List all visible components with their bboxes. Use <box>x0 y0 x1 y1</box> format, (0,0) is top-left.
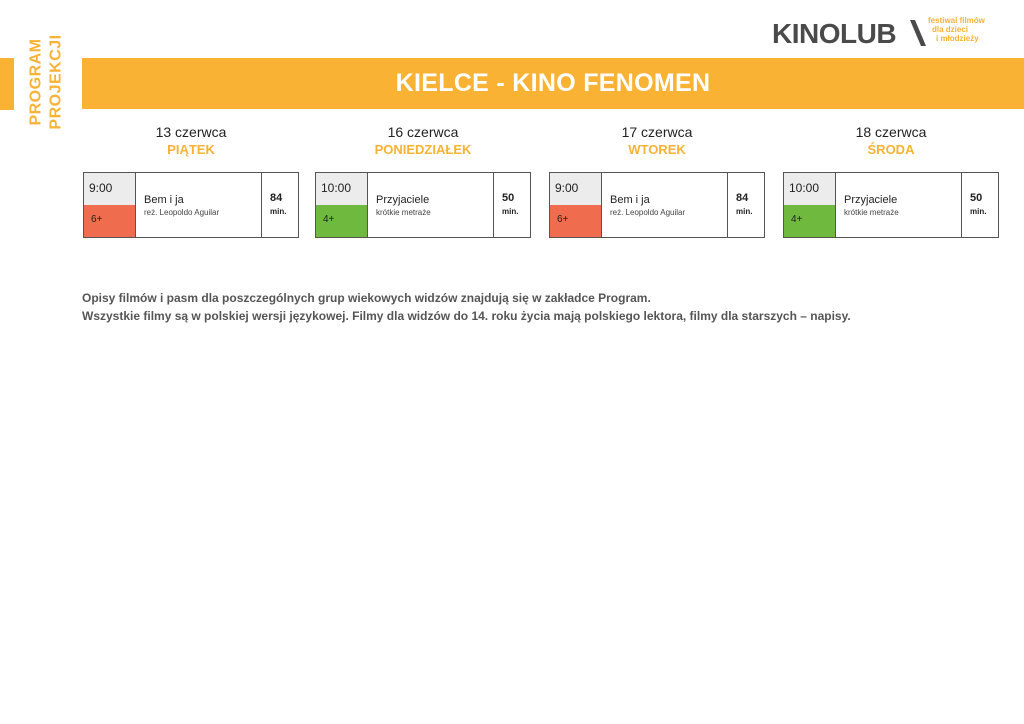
age-rating-badge: 6+ <box>84 205 135 237</box>
film-title: Bem i ja <box>144 194 184 206</box>
day-weekday: ŚRODA <box>867 142 915 157</box>
duration-unit: min. <box>736 207 753 216</box>
film-title: Bem i ja <box>610 194 650 206</box>
logo-tagline-line: i młodzieży <box>936 34 979 43</box>
side-tab-marker <box>0 58 14 110</box>
day-column <box>315 123 531 225</box>
time-column <box>550 173 602 237</box>
logo-brand: KINOLUB <box>772 18 897 49</box>
film-info <box>836 173 962 237</box>
logo-tagline-line: dla dzieci <box>932 25 969 34</box>
screening-time: 10:00 <box>316 173 367 205</box>
film-info <box>368 173 494 237</box>
day-weekday: PIĄTEK <box>167 142 215 157</box>
section-label-line1: PROGRAM <box>28 38 46 126</box>
logo-slash-icon <box>908 16 928 50</box>
time-column <box>784 173 836 237</box>
festival-logo <box>772 14 1002 54</box>
day-date: 13 czerwca <box>155 124 227 140</box>
film-duration <box>962 173 998 237</box>
film-title: Przyjaciele <box>844 194 898 206</box>
screening-card[interactable] <box>83 172 299 238</box>
film-duration <box>728 173 764 237</box>
logo-tagline <box>928 16 985 43</box>
venue-banner <box>82 58 1024 109</box>
notes-line: Opisy filmów i pasm dla poszczególnych grup wiekowych widzów znajdują się w zakładce Program. <box>82 291 651 305</box>
film-duration <box>262 173 298 237</box>
venue-title: KIELCE - KINO FENOMEN <box>395 69 711 97</box>
time-column <box>316 173 368 237</box>
film-subtitle: reż. Leopoldo Aguilar <box>610 208 686 217</box>
screening-time: 9:00 <box>550 173 601 205</box>
time-column <box>84 173 136 237</box>
duration-unit: min. <box>502 207 519 216</box>
section-label <box>18 20 76 144</box>
duration-unit: min. <box>970 207 987 216</box>
day-column <box>83 123 299 225</box>
duration-value: 50 <box>502 192 515 204</box>
film-subtitle: krótkie metraże <box>376 208 431 217</box>
age-rating-badge: 4+ <box>316 205 367 237</box>
day-date: 16 czerwca <box>387 124 459 140</box>
film-title: Przyjaciele <box>376 194 430 206</box>
duration-value: 84 <box>736 192 749 204</box>
screening-card[interactable] <box>549 172 765 238</box>
logo-tagline-line: festiwal filmów <box>928 16 985 25</box>
age-rating-badge: 6+ <box>550 205 601 237</box>
film-subtitle: reż. Leopoldo Aguilar <box>144 208 220 217</box>
duration-value: 84 <box>270 192 283 204</box>
film-duration <box>494 173 530 237</box>
day-column <box>783 123 999 225</box>
screening-card[interactable] <box>783 172 999 238</box>
age-rating-badge: 4+ <box>784 205 835 237</box>
duration-unit: min. <box>270 207 287 216</box>
day-date: 18 czerwca <box>855 124 927 140</box>
day-date: 17 czerwca <box>621 124 693 140</box>
screening-time: 9:00 <box>84 173 135 205</box>
film-info <box>136 173 262 237</box>
film-subtitle: krótkie metraże <box>844 208 899 217</box>
day-weekday: WTOREK <box>628 142 686 157</box>
notes-line: Wszystkie filmy są w polskiej wersji językowej. Filmy dla widzów do 14. roku życia mają polskiego lektora, filmy dla starszych – napisy. <box>82 309 851 323</box>
section-label-line2: PROJEKCJI <box>48 34 66 130</box>
duration-value: 50 <box>970 192 983 204</box>
screening-card[interactable] <box>315 172 531 238</box>
day-column <box>549 123 765 225</box>
screening-time: 10:00 <box>784 173 835 205</box>
film-info <box>602 173 728 237</box>
day-weekday: PONIEDZIAŁEK <box>374 142 472 157</box>
program-notes <box>82 289 1002 325</box>
